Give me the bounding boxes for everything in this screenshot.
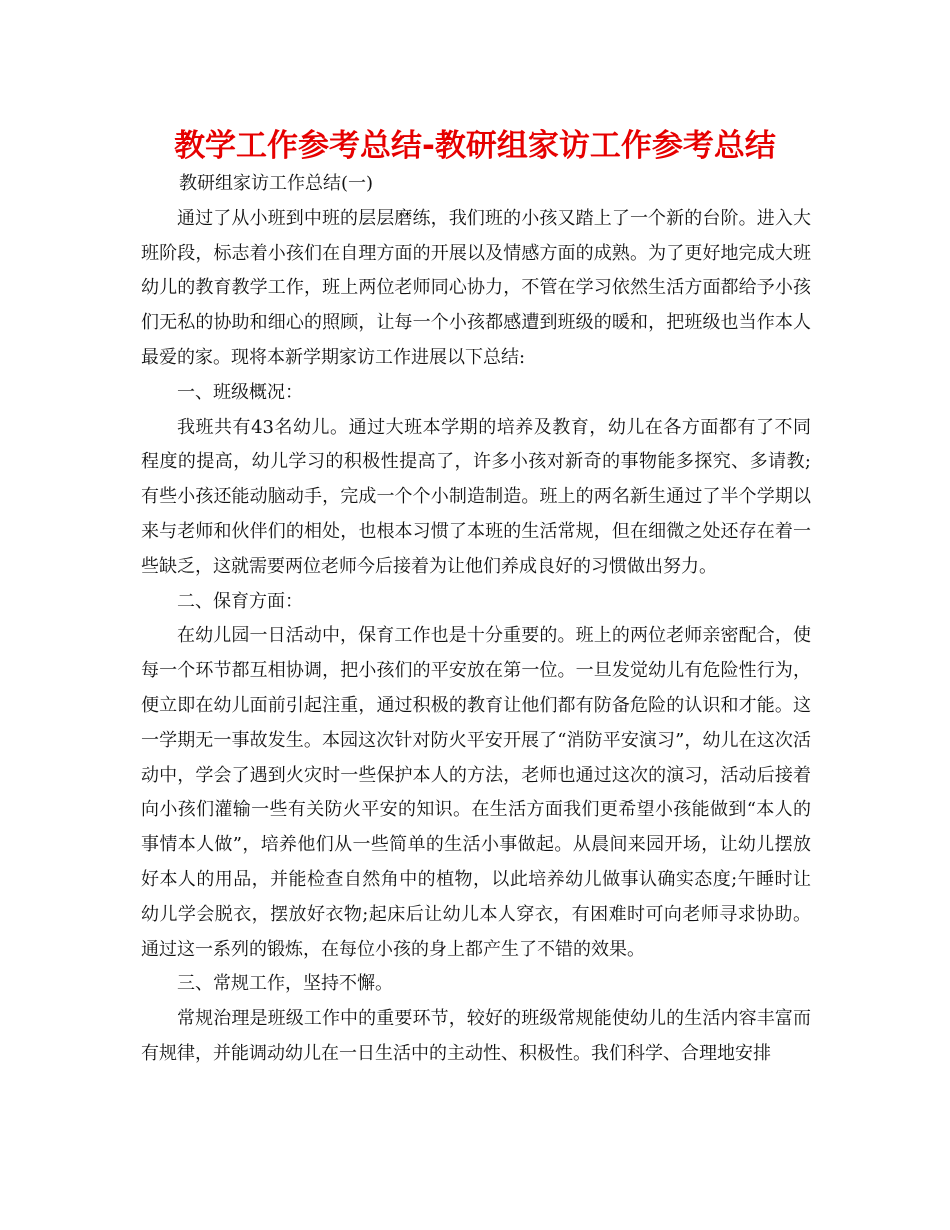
- section-heading-routine-work: 三、常规工作，坚持不懈。: [177, 973, 393, 995]
- document-body: [141, 167, 811, 1072]
- paragraph-routine-work: 常规治理是班级工作中的重要环节，较好的班级常规能使幼儿的生活内容丰富而有规律，并能调动幼儿在一日生活中的主动性、积极性。我们科学、合理地安排: [141, 1008, 811, 1064]
- paragraph-class-overview: 我班共有43名幼儿。通过大班本学期的培养及教育，幼儿在各方面都有了不同程度的提高，幼儿学习的积极性提高了，许多小孩对新奇的事物能多探究、多请教;有些小孩还能动脑动手，完成一个个小制造制造。班上的两名新生通过了半个学期以来与老师和伙伴们的相处，也根本习惯了本班的生活常规，但在细微之处还存在着一些缺乏，这就需要两位老师今后接着为让他们养成良好的习惯做出努力。: [141, 416, 811, 577]
- section-heading-class-overview: 一、班级概况：: [177, 381, 303, 403]
- section-heading-care: 二、保育方面：: [177, 590, 303, 612]
- document-title: 教学工作参考总结-教研组家访工作参考总结: [174, 128, 776, 164]
- paragraph-care: 在幼儿园一日活动中，保育工作也是十分重要的。班上的两位老师亲密配合，使每一个环节都互相协调，把小孩们的平安放在第一位。一旦发觉幼儿有危险性行为，便立即在幼儿面前引起注重，通过积极的教育让他们都有防备危险的认识和才能。这一学期无一事故发生。本园这次针对防火平安开展了“消防平安演习”，幼儿在这次活动中，学会了遇到火灾时一些保护本人的方法，老师也通过这次的演习，活动后接着向小孩们灌输一些有关防火平安的知识。在生活方面我们更希望小孩能做到“本人的事情本人做”，培养他们从一些简单的生活小事做起。从晨间来园开场，让幼儿摆放好本人的用品，并能检查自然角中的植物，以此培养幼儿做事认确实态度;午睡时让幼儿学会脱衣，摆放好衣物;起床后让幼儿本人穿衣，有困难时可向老师寻求协助。通过这一系列的锻炼，在每位小孩的身上都产生了不错的效果。: [141, 625, 811, 960]
- document-subtitle: 教研组家访工作总结(一): [179, 173, 374, 194]
- paragraph-intro: 通过了从小班到中班的层层磨练，我们班的小孩又踏上了一个新的台阶。进入大班阶段，标志着小孩们在自理方面的开展以及情感方面的成熟。为了更好地完成大班幼儿的教育教学工作，班上两位老师同心协力，不管在学习依然生活方面都给予小孩们无私的协助和细心的照顾，让每一个小孩都感遭到班级的暖和，把班级也当作本人最爱的家。现将本新学期家访工作进展以下总结:: [141, 207, 811, 368]
